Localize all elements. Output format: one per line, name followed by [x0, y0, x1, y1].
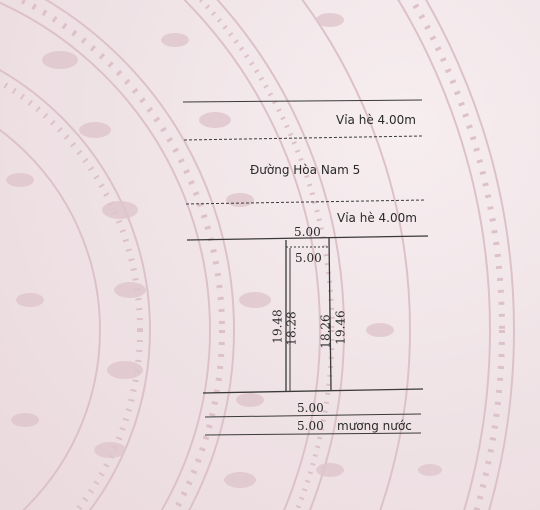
right-outer-dimension: 19.46 — [333, 310, 348, 345]
sidewalk-top-dashed-line — [184, 136, 422, 140]
left-outer-dimension: 19.48 — [270, 309, 285, 344]
front-outer-dimension: 5.00 — [294, 225, 321, 239]
rear-outer-dimension: 5.00 — [297, 419, 324, 433]
right-inner-dimension: 18.26 — [318, 314, 333, 349]
ditch-bottom-line — [205, 433, 421, 435]
rear-boundary-line — [203, 389, 423, 393]
sidewalk-bottom-dashed-line — [186, 200, 425, 204]
front-inner-dimension: 5.00 — [295, 251, 322, 265]
road-edge-top-line — [183, 100, 422, 102]
sidewalk-bottom-label: Vỉa hè 4.00m — [337, 211, 417, 225]
left-inner-dimension: 18.28 — [284, 311, 299, 346]
road-name-label: Đường Hòa Nam 5 — [250, 163, 361, 177]
ditch-label: mương nước — [337, 419, 412, 433]
sidewalk-top-label: Vỉa hè 4.00m — [336, 113, 416, 127]
rear-inner-dimension: 5.00 — [297, 401, 324, 415]
